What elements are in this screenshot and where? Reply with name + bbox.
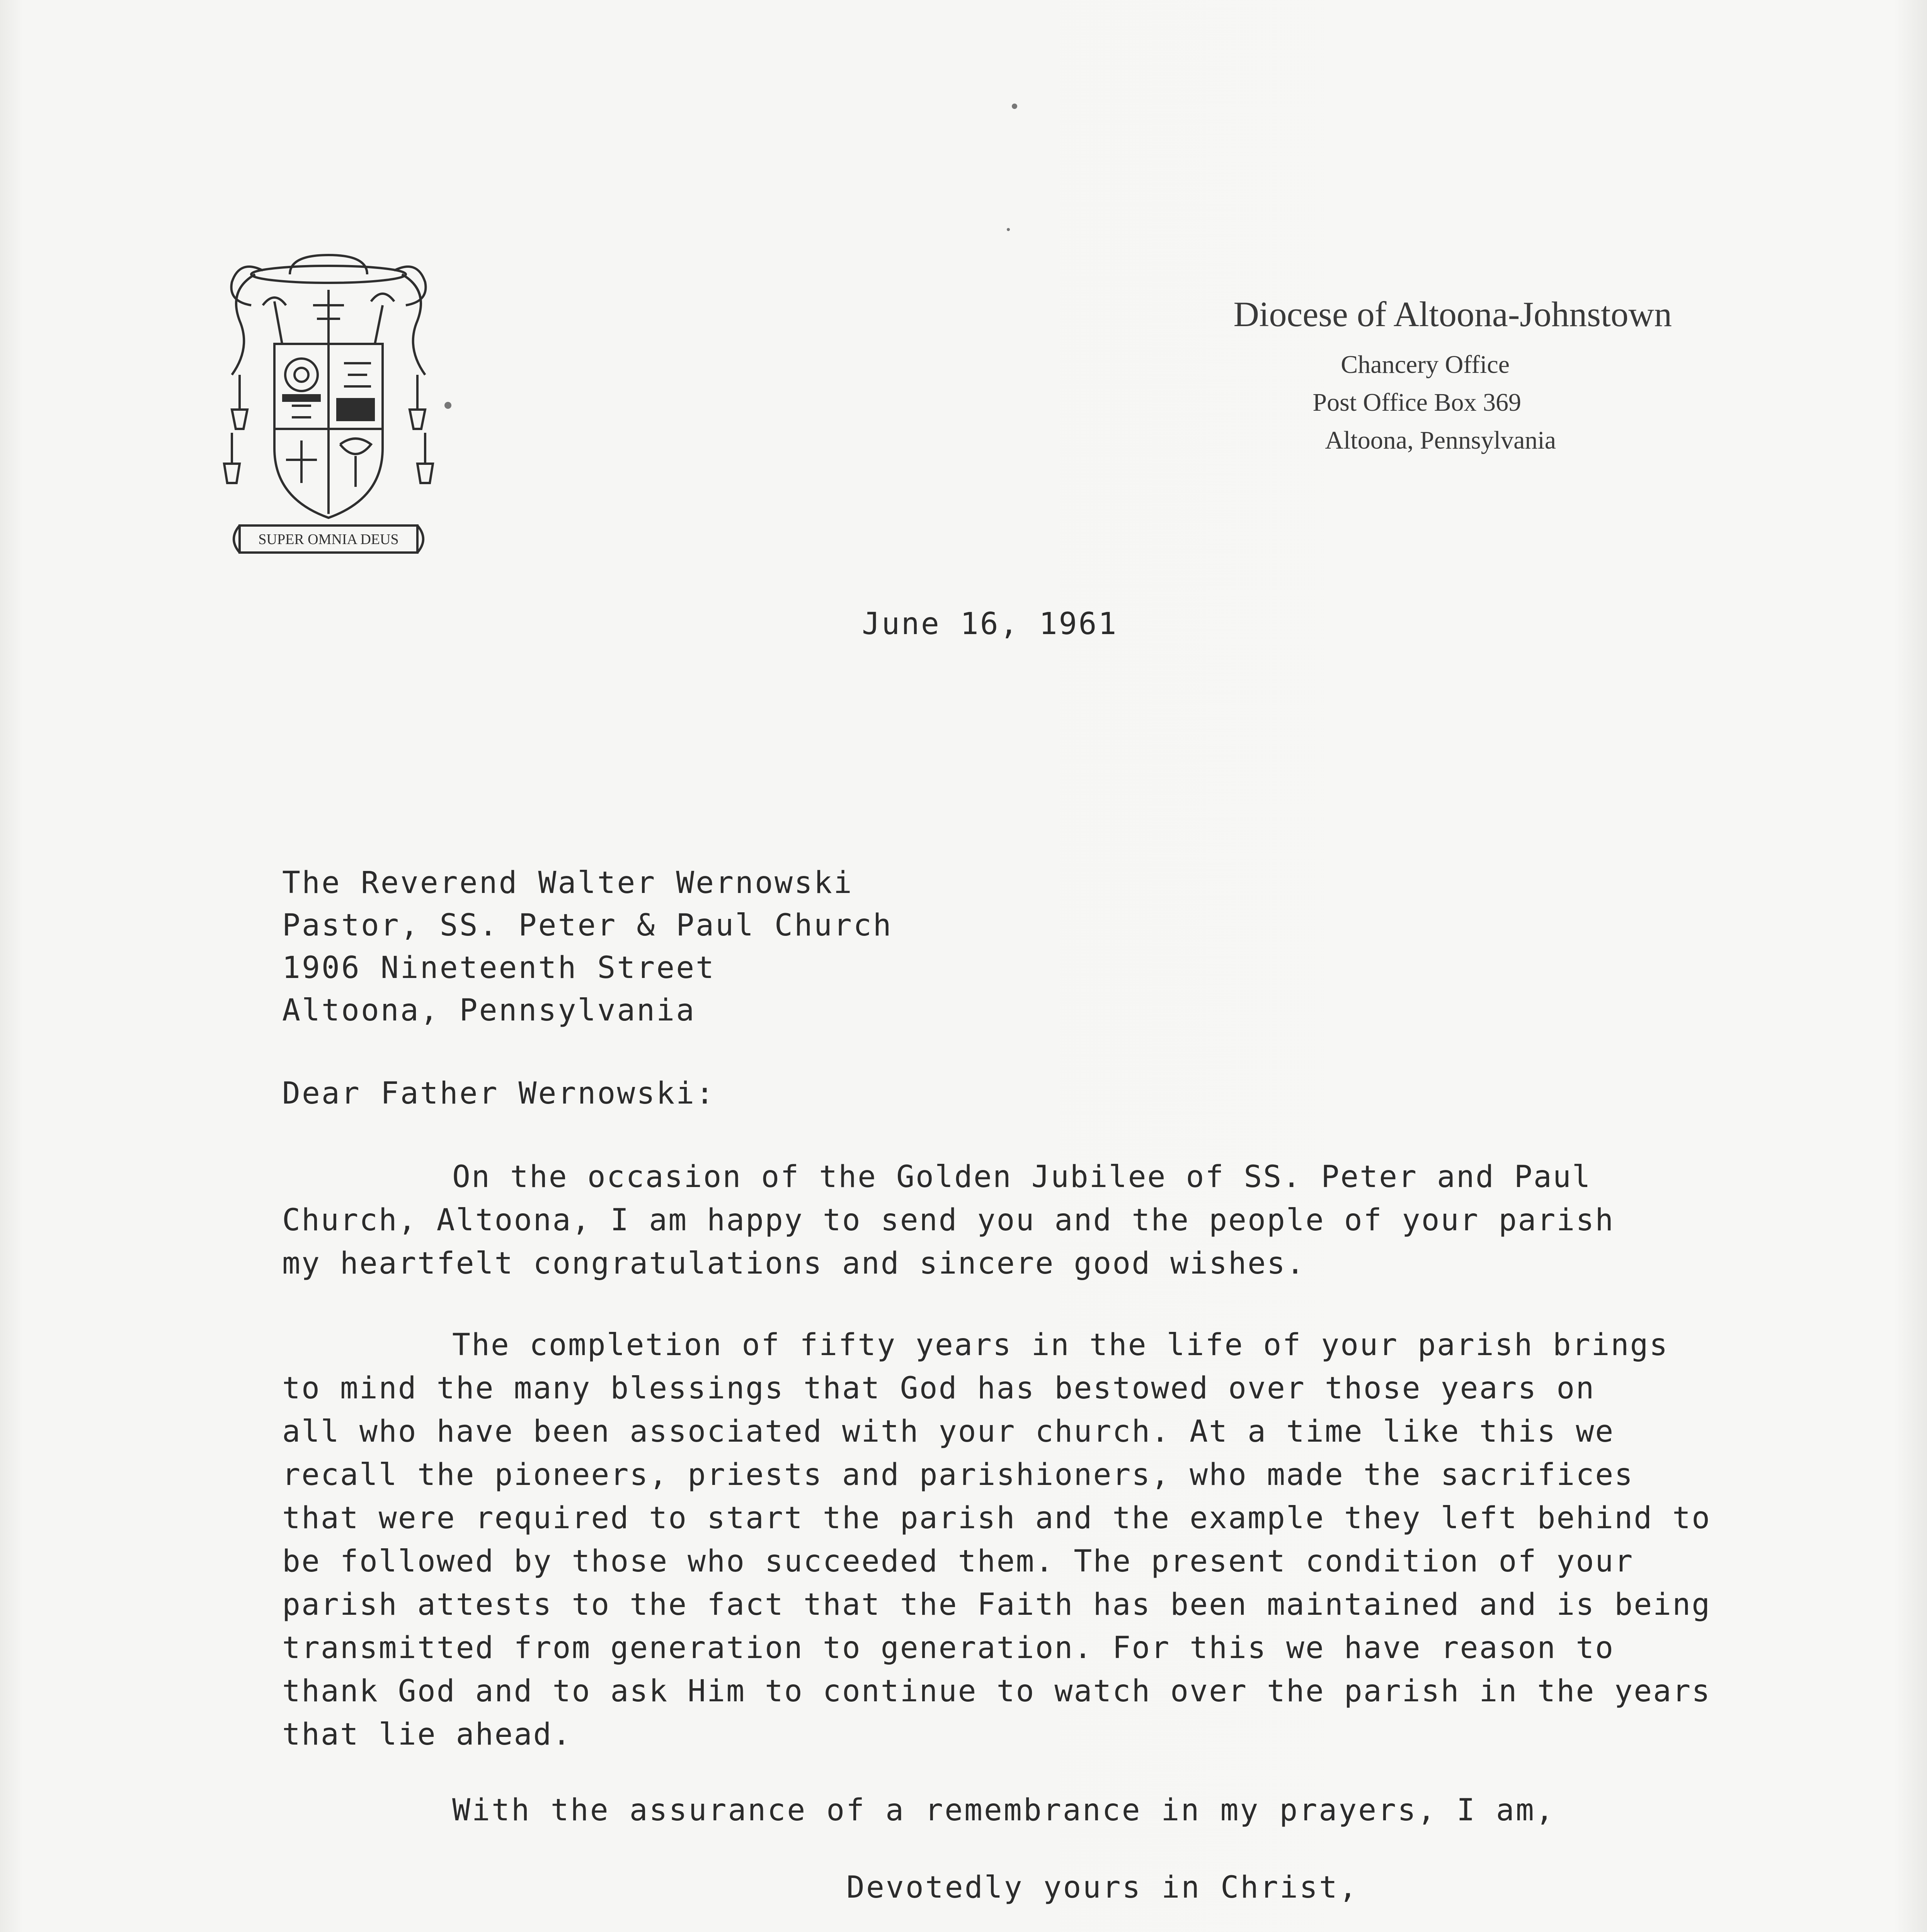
paragraph-line: my heartfelt congratulations and sincere good wishes. [282, 1246, 1306, 1281]
paragraph-line: all who have been associated with your church. At a time like this we [282, 1414, 1615, 1449]
paragraph-line: transmitted from generation to generation. For this we have reason to [282, 1631, 1615, 1665]
paragraph-line: that lie ahead. [282, 1717, 572, 1752]
letterhead-po-box: Post Office Box 369 [1312, 388, 1521, 417]
diocese-title: Diocese of Altoona-Johnstown [1233, 294, 1672, 334]
paragraph-2 [282, 1323, 1711, 1756]
coat-of-arms-seal [216, 247, 441, 556]
paragraph-line: Church, Altoona, I am happy to send you and the people of your parish [282, 1203, 1615, 1238]
letter-date: June 16, 1961 [862, 607, 1118, 641]
paper-speck [1007, 228, 1010, 231]
paragraph-line: be followed by those who succeeded them. The present condition of your [282, 1544, 1634, 1579]
seal-motto: SUPER OMNIA DEUS [258, 531, 399, 548]
paragraph-line: parish attests to the fact that the Faith has been maintained and is being [282, 1587, 1711, 1622]
recipient-street: 1906 Nineteenth Street [282, 951, 716, 985]
paragraph-line: The completion of fifty years in the life of your parish brings [452, 1328, 1669, 1362]
handwritten-signature [754, 1913, 1585, 1932]
valediction: Devotedly yours in Christ, [846, 1870, 1358, 1905]
recipient-city: Altoona, Pennsylvania [282, 993, 696, 1028]
recipient-name: The Reverend Walter Wernowski [282, 866, 853, 900]
paper-speck [444, 402, 451, 409]
closing-line: With the assurance of a remembrance in my prayers, I am, [452, 1793, 1555, 1828]
paragraph-line: thank God and to ask Him to continue to watch over the parish in the years [282, 1674, 1711, 1709]
paragraph-1 [282, 1155, 1614, 1285]
recipient-position: Pastor, SS. Peter & Paul Church [282, 908, 893, 943]
paragraph-line: to mind the many blessings that God has bestowed over those years on [282, 1371, 1595, 1406]
letterhead [1015, 294, 1672, 455]
paragraph-line: On the occasion of the Golden Jubilee of SS. Peter and Paul [452, 1160, 1592, 1194]
letterhead-city: Altoona, Pennsylvania [1325, 426, 1556, 454]
paper-speck [1012, 104, 1017, 109]
letterhead-office: Chancery Office [1341, 350, 1510, 379]
paragraph-line: recall the pioneers, priests and parishioners, who made the sacrifices [282, 1458, 1634, 1492]
recipient-address [282, 862, 893, 1032]
paragraph-line: that were required to start the parish and the example they left behind to [282, 1501, 1711, 1536]
salutation: Dear Father Wernowski: [282, 1076, 716, 1111]
